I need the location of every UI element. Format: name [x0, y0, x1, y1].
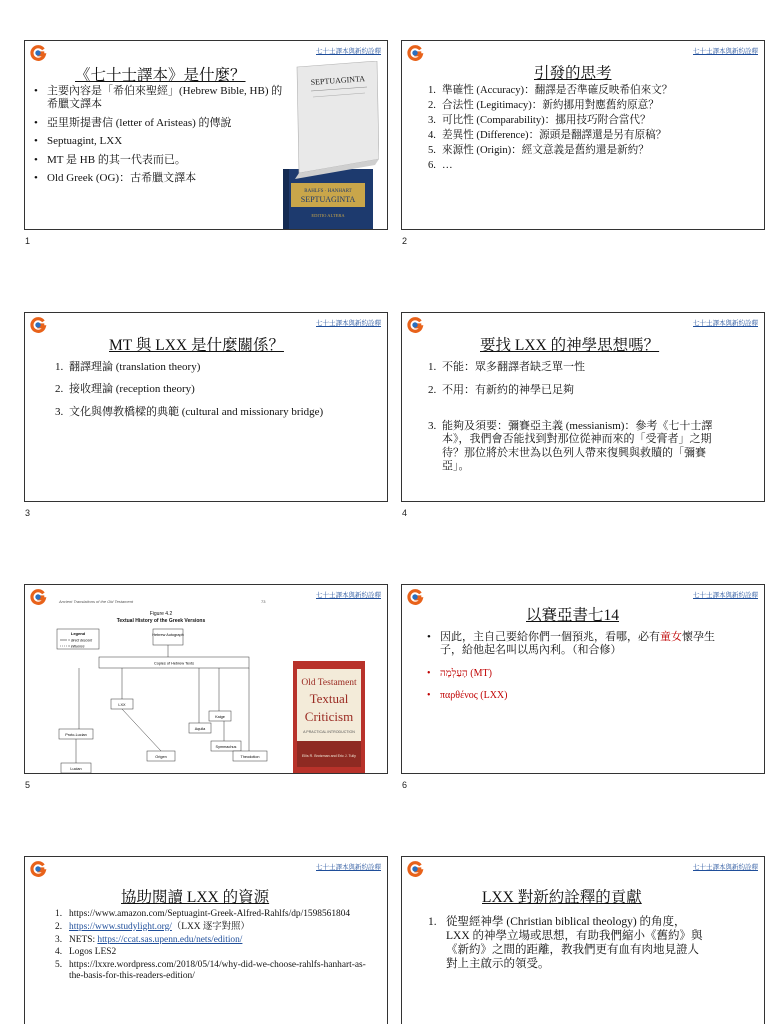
- figure-title: Textual History of the Greek Versions: [116, 618, 206, 624]
- logo-icon: [406, 860, 424, 878]
- list-item: 1. 不能：眾多翻譯者缺乏單一性: [428, 361, 585, 373]
- slide-number: 3: [25, 508, 31, 518]
- highlighted-word: 童女: [660, 631, 682, 643]
- node-lxx: LXX: [118, 703, 126, 707]
- logo-icon: [29, 44, 47, 62]
- logo-icon: [29, 316, 47, 334]
- node-copies: Copies of Hebrew Texts: [153, 661, 195, 666]
- header-tag: 七十士譯本與新約詮釋: [693, 319, 758, 327]
- resource-item: 4. Logos LES2: [55, 947, 117, 958]
- header-tag: 七十士譯本與新約詮釋: [693, 863, 758, 871]
- slide-body: [55, 909, 375, 986]
- header-tag: 七十士譯本與新約詮釋: [316, 47, 381, 55]
- slide-title: 以賽亞書七14: [526, 607, 620, 624]
- list-item: 4. 差異性 (Difference)：源頭是翻譯還是另有原稿？: [428, 129, 667, 141]
- header-tag: 七十士譯本與新約詮釋: [316, 319, 381, 327]
- resource-item: 2. https://www.studylight.org/（LXX 逐字對照）: [55, 921, 250, 932]
- slide-title: 要找 LXX 的神學思想嗎？: [480, 337, 660, 354]
- bullet-item: • Septuagint, LXX: [33, 135, 283, 148]
- figure-header-left: Ancient Translations of the Old Testament: [59, 599, 134, 604]
- slide-title: 引發的思考: [534, 65, 612, 82]
- slide-number: 6: [402, 780, 408, 790]
- slide-4[interactable]: [401, 312, 765, 502]
- header-tag: 七十士譯本與新約詮釋: [693, 47, 758, 55]
- bullet-item: • MT 是 HB 的其一代表而已。: [33, 154, 283, 167]
- book-band-sub: EDITIO ALTERA: [311, 213, 345, 218]
- node-origen: Origen: [155, 755, 167, 759]
- list-item: 3. 能夠及須要：彌賽亞主義 (messianism)：參考《七十士譯本》，我們會否能找到對那位從神而來的「受膏者」之期待？那位將於末世為以色列人帶來復興與救贖的「彌賽亞」。: [428, 419, 713, 473]
- slide-2[interactable]: [401, 40, 765, 230]
- resource-item: 1. https://www.amazon.com/Septuagint-Greek-Alfred-Rahlfs/dp/1598561804: [55, 909, 351, 919]
- header-tag: 七十士譯本與新約詮釋: [316, 863, 381, 871]
- slide-number: 2: [402, 236, 408, 246]
- node-hebrew-autograph: Hebrew Autograph: [152, 633, 184, 637]
- slide-title: LXX 對新約詮釋的貢獻: [482, 889, 642, 906]
- slide-3[interactable]: [24, 312, 388, 502]
- slide-title: MT 與 LXX 是什麼關係？: [109, 337, 284, 354]
- logo-icon: [406, 316, 424, 334]
- slide-title: 協助閱讀 LXX 的資源: [121, 889, 270, 906]
- book-line1: Old Testament: [301, 678, 357, 688]
- slide-number: 1: [25, 236, 31, 246]
- bullet-item: • 主要內容是「希伯來聖經」(Hebrew Bible, HB) 的希臘文譯本: [33, 85, 283, 112]
- greek-term: • παρθένος (LXX): [426, 690, 726, 702]
- list-item: 2. 不用：有新約的神學已足夠: [428, 384, 574, 397]
- list-item: 1. 從聖經神學 (Christian biblical theology) 的角度，LXX 的神學立場或思想，有助我們縮小《舊約》與《新約》之間的距離，教我們更有血有肉地見證人對上主啟示的領受。: [428, 916, 703, 971]
- legend-item: = influence: [68, 644, 85, 649]
- textual-criticism-book-image: [293, 661, 365, 774]
- hebrew-term: • הָעַלְמָה (MT): [426, 668, 726, 680]
- slide-6[interactable]: [401, 584, 765, 774]
- book-band-title: SEPTUAGINTA: [300, 195, 356, 204]
- list-item: 1. 準確性 (Accuracy)：翻譯是否準確反映希伯來文？: [428, 85, 673, 96]
- studylight-link[interactable]: https://www.studylight.org/: [69, 921, 172, 932]
- verse-item: • 因此，主自己要給你們一個預兆，看哪，必有童女懷孕生子，給他起名叫以馬內利。（和合修）: [426, 631, 726, 658]
- list-item: 1. 翻譯理論 (translation theory): [55, 361, 201, 373]
- slide-title: 《七十士譯本》是什麼？: [75, 67, 246, 84]
- node-lucian: Lucian: [70, 767, 82, 771]
- node-symmachus: Symmachus: [215, 745, 237, 749]
- book-top-title: SEPTUAGINTA: [310, 74, 366, 87]
- node-theodotion: Theodotion: [240, 755, 260, 759]
- legend-item: = direct descent: [68, 638, 93, 643]
- logo-icon: [406, 44, 424, 62]
- node-kaige: Kaige: [215, 715, 225, 719]
- list-item: 3. 文化與傳教橋樑的典範 (cultural and missionary bridge): [55, 405, 324, 418]
- slide-number: 4: [402, 508, 408, 518]
- slide-number: 5: [25, 780, 31, 790]
- slide-body: [428, 361, 718, 477]
- node-aquila: Aquila: [194, 727, 206, 731]
- list-item: 2. 合法性 (Legitimacy)：新約挪用對應舊約原意？: [428, 99, 659, 111]
- list-item: 3. 可比性 (Comparability)：挪用技巧附合當代？: [428, 114, 651, 126]
- slide-body: [426, 631, 726, 707]
- bullet-item: • Old Greek (OG)：古希臘文譯本: [33, 172, 283, 185]
- resource-item: 5. https://lxxre.wordpress.com/2018/05/14/why-did-we-choose-rahlfs-hanhart-as-the-basis-for-this-readers-edition/: [55, 960, 366, 982]
- legend-title: Legend: [70, 631, 86, 636]
- slide-7[interactable]: [24, 856, 388, 1024]
- logo-icon: [29, 588, 47, 606]
- list-item: 2. 接收理論 (reception theory): [55, 383, 195, 396]
- septuagint-book-image: [283, 61, 379, 230]
- node-proto-lucian: Proto-Lucian: [65, 733, 87, 737]
- nets-link[interactable]: https://ccat.sas.upenn.edu/nets/edition/: [97, 934, 243, 945]
- slide-body: [428, 85, 748, 175]
- slide-8[interactable]: [401, 856, 765, 1024]
- book-authors: Ellis R. Brotzman and Eric J. Tully: [302, 754, 356, 758]
- header-tag: 七十士譯本與新約詮釋: [316, 591, 381, 599]
- book-line3: Criticism: [304, 709, 354, 724]
- figure-header-right: 73: [261, 599, 266, 604]
- slide-5[interactable]: [24, 584, 388, 774]
- slide-body: [33, 85, 283, 190]
- svg-text:RAHLFS · HANHART: RAHLFS · HANHART: [304, 189, 352, 194]
- slide-1[interactable]: [24, 40, 388, 230]
- book-subtitle: A PRACTICAL INTRODUCTION: [303, 730, 355, 734]
- list-item: 5. 來源性 (Origin)：經文意義是舊約還是新約？: [428, 144, 649, 156]
- resource-item: 3. NETS: https://ccat.sas.upenn.edu/nets/edition/: [55, 934, 243, 945]
- logo-icon: [29, 860, 47, 878]
- greek-versions-diagram: [49, 595, 279, 773]
- figure-caption: Figure 4.2: [149, 611, 173, 617]
- slide-body: [55, 361, 345, 423]
- logo-icon: [406, 588, 424, 606]
- book-line2: Textual: [309, 691, 349, 706]
- header-tag: 七十士譯本與新約詮釋: [693, 591, 758, 599]
- slide-body: [428, 915, 708, 975]
- bullet-item: • 亞里斯提書信 (letter of Aristeas) 的傳說: [33, 117, 283, 130]
- list-item: 6. …: [428, 159, 453, 171]
